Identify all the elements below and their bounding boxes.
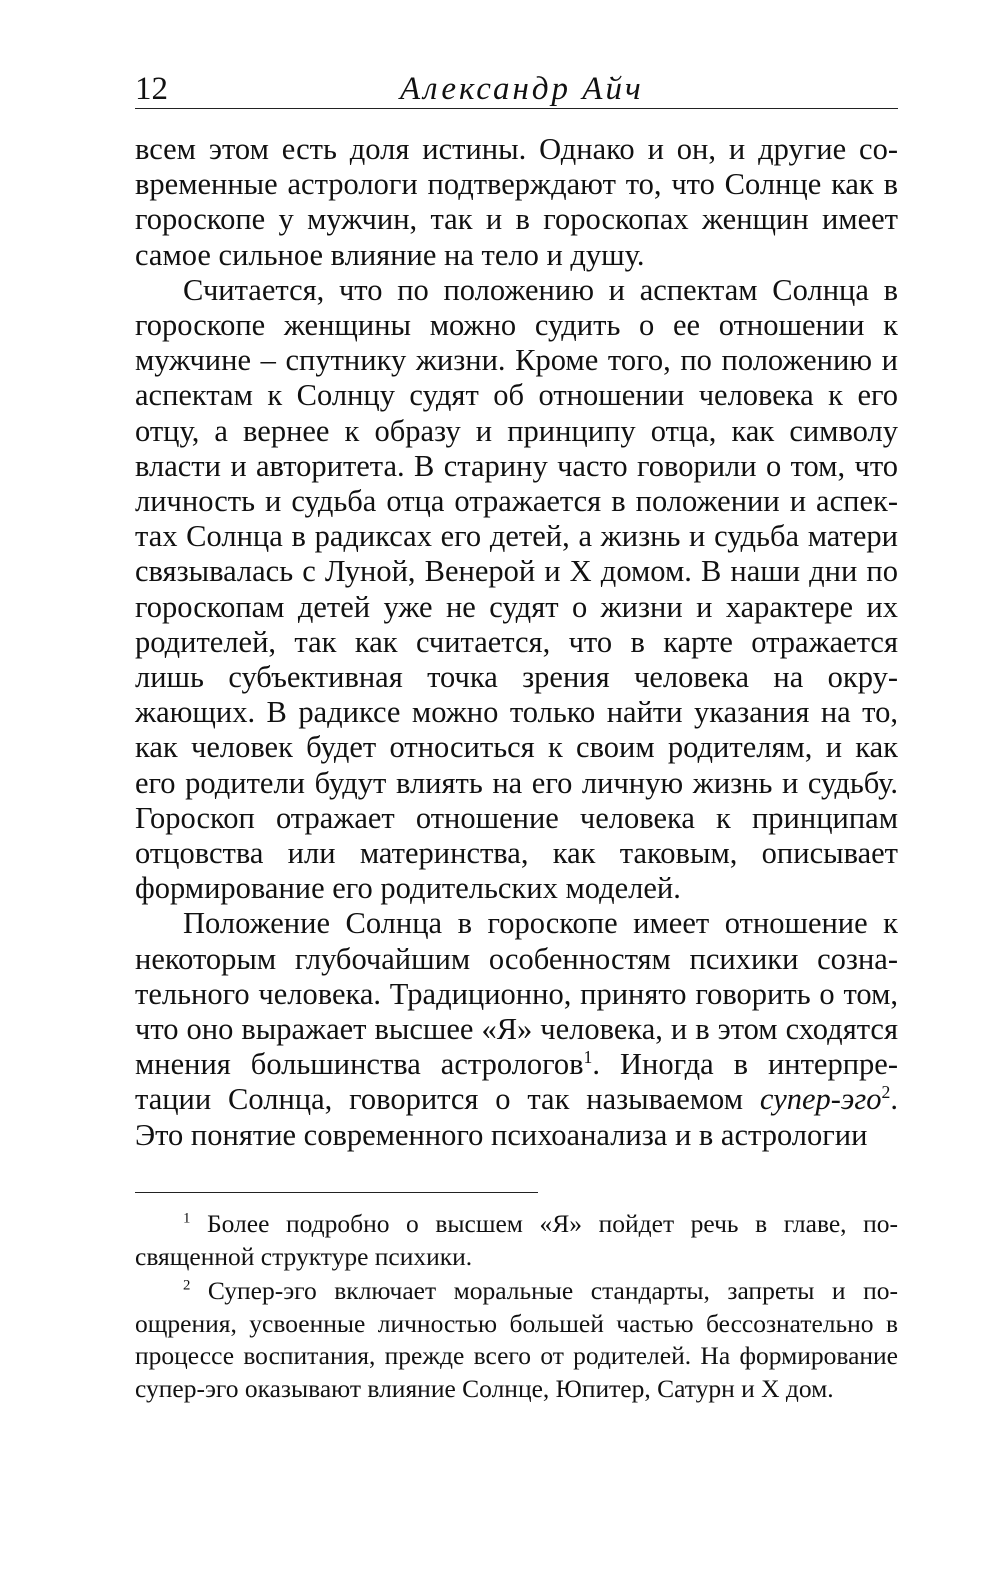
- footnote-separator: [135, 1192, 538, 1193]
- paragraph-2: Считается, что по положению и аспектам Солнца в гороскопе женщины можно судить о ее отношении к мужчине – спутнику жизни. Кроме того, по положению и аспектам к Солнцу судят об отношении человека к его отцу, а вернее к образу и принципу отца, как символу власти и авторитета. В старину часто говорили о том, что личность и судьба отца отражается в положении и аспектах Солнца в радиксах его детей, а жизнь и судьба матери связывалась с Луной, Венерой и X домом. В наши дни по гороскопам детей уже не судят о жизни и характере их родителей, так как считается, что в карте отражается лишь субъективная точка зрения человека на окружающих. В радиксе можно только найти указания на то, как человек будет относиться к своим родителям, и как его родители будут влиять на его личную жизнь и судьбу. Гороскоп отражает отношение человека к принципам отцовства или материнства, как таковым, описывает формирование его родительских моделей.: [135, 272, 898, 906]
- footnote-text-1: Более подробно о высшем «Я» пойдет речь в главе, посвященной структуре психики.: [135, 1209, 898, 1271]
- term-super-ego: супер-эго: [759, 1082, 882, 1117]
- paragraph-3: [135, 906, 898, 1152]
- paragraph-3-text-a: Положение Солнца в гороскопе имеет отношение к некоторым глубочайшим особенностям психики сознательного человека. Традиционно, принято говорить о том, что оно выражает высшее «Я» человека, и в этом сходятся мнения большинства астрологов: [135, 906, 898, 1082]
- footnote-2: [135, 1275, 898, 1405]
- page-header: [135, 70, 898, 110]
- paragraph-1: всем этом есть доля истины. Однако и он, и другие современные астрологи подтверждают то, что Солнце как в гороскопе у мужчин, так и в гороскопах женщин имеет самое сильное влияние на тело и душу.: [135, 132, 898, 272]
- footnote-1: [135, 1208, 898, 1273]
- footnote-marker-2: 2: [183, 1277, 191, 1294]
- page-number: 12: [135, 71, 168, 107]
- main-text: [135, 132, 898, 1153]
- footnotes: [135, 1208, 898, 1405]
- running-title: Александр Айч: [400, 71, 644, 107]
- paragraph-3-text-b: . Иногда в интерпретации Солнца, говорится о так называемом: [135, 1047, 899, 1117]
- footnote-ref-1: 1: [583, 1047, 593, 1068]
- paragraph-3-text-c: . Это понятие современного психоанализа и в астрологии: [135, 1082, 898, 1152]
- footnote-marker-1: 1: [183, 1210, 191, 1227]
- footnote-ref-2: 2: [881, 1082, 891, 1103]
- footnote-text-2: Супер-эго включает моральные стандарты, запреты и поощрения, усвоенные личностью большей частью бессознательно в процессе воспитания, прежде всего от родителей. На формирование супер-эго оказывают влияние Солнце, Юпитер, Сатурн и X дом.: [135, 1276, 898, 1403]
- header-rule: [135, 108, 898, 109]
